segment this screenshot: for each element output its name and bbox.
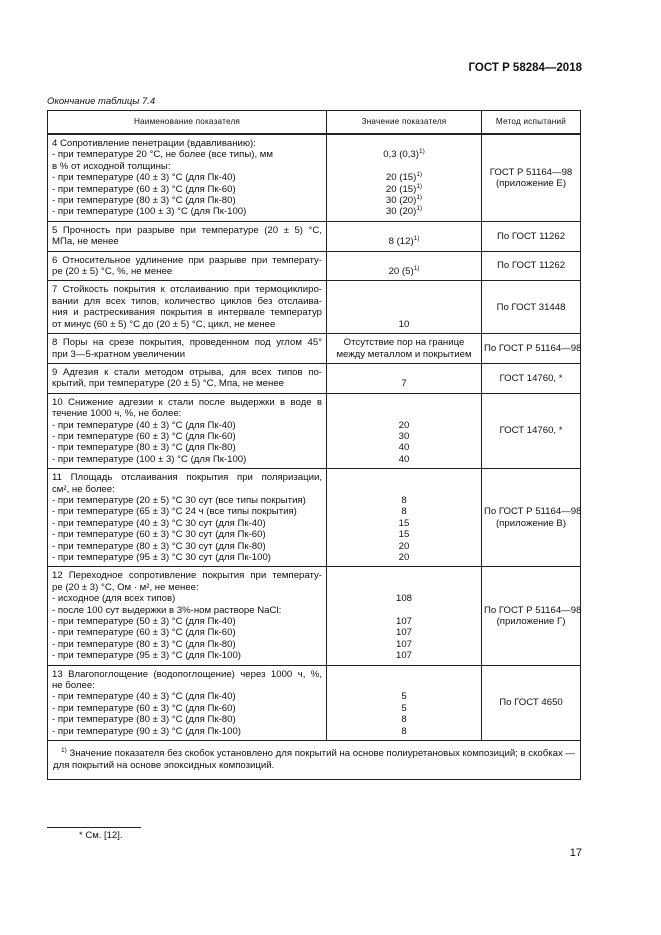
row-name-line: - при температуре (20 ± 5) °С 30 сут (все типы покрытия) — [52, 494, 306, 506]
row-method-line: По ГОСТ 11262 — [496, 260, 566, 272]
row-value-line — [329, 605, 479, 616]
table-row — [48, 469, 581, 567]
page-number: 17 — [569, 847, 582, 859]
row-name-line: - при температуре (60 ± 3) °С (для Пк-60) — [52, 430, 236, 442]
row-name-line: 12 Переходное сопротивление покрытия при температу- — [52, 570, 322, 582]
row-name-line: - при температуре (60 ± 3) °С (для Пк-60) — [52, 627, 236, 639]
row-value-cell — [327, 469, 482, 567]
row-name-line: - при температуре (40 ± 3) °С (для Пк-40) — [52, 172, 236, 184]
table-row — [48, 334, 581, 364]
table-footnote-row — [48, 741, 581, 780]
table-row — [48, 393, 581, 468]
row-value-cell — [327, 134, 482, 221]
footnote-marker: 1) — [413, 235, 420, 243]
row-name-line: - при температуре (100 ± 3) °С (для Пк-100) — [52, 453, 247, 465]
row-name-cell — [48, 665, 327, 740]
row-value-line: 30 $(20)^{1)}$ — [385, 205, 423, 218]
row-method-line: ГОСТ Р 51164—98 — [489, 166, 573, 178]
row-name-line: - при температуре (40 ± 3) °С (для Пк-40) — [52, 419, 236, 431]
row-method-line: По ГОСТ 11262 — [496, 230, 566, 242]
row-value-cell — [327, 665, 482, 740]
row-value-line: 8 — [401, 725, 407, 737]
row-name-line: - при температуре (90 ± 3) °С (для Пк-100) — [52, 725, 241, 737]
row-name-cell — [48, 251, 327, 281]
row-name-cell — [48, 221, 327, 251]
row-value-line: 20 $(15)^{1)}$ — [385, 182, 423, 195]
table-footnote-text: Значение показателя без скобок установлено для покрытий на основе полиуретановых композиций; в скобках — для покрытий на основе эпоксидных композиций. — [53, 748, 576, 772]
footnote-separator — [47, 827, 141, 828]
row-name-line: - при температуре (80 ± 3) °С (для Пк-80) — [52, 638, 236, 650]
row-value-line: 10 — [398, 318, 410, 330]
footnote-marker: 1) — [416, 171, 423, 179]
row-value-line: 7 — [401, 378, 407, 390]
column-header-value: Значение показателя — [327, 111, 482, 135]
document-code: ГОСТ Р 58284—2018 — [468, 62, 582, 74]
row-method-line: По ГОСТ Р 51164—98 — [484, 506, 582, 518]
table-row — [48, 251, 581, 281]
row-name-line: - при температуре (95 ± 3) °С (для Пк-100) — [52, 650, 241, 662]
row-value-line: 30 — [398, 430, 410, 442]
row-method-cell — [482, 281, 581, 334]
row-value-line: Отсутствие пор на границе — [343, 337, 465, 349]
row-method-cell — [482, 363, 581, 393]
row-value-cell — [327, 567, 482, 665]
table-header-row — [48, 111, 581, 135]
table-row — [48, 665, 581, 740]
row-value-line: 8 — [401, 494, 407, 506]
row-name-line: - при температуре (80 ± 3) °С (для Пк-80) — [52, 195, 236, 207]
row-method-line: По ГОСТ Р 51164—98 — [484, 342, 582, 354]
table-row — [48, 363, 581, 393]
table-row — [48, 281, 581, 334]
row-name-cell — [48, 393, 327, 468]
row-value-line: 108 — [395, 593, 412, 605]
row-name-line: ре (20 ± 3) °С, Ом · м², не менее: — [52, 581, 199, 593]
footnote-marker: 1) — [418, 148, 425, 156]
row-method-cell — [482, 469, 581, 567]
row-method-cell — [482, 393, 581, 468]
table-row — [48, 134, 581, 221]
row-name-line: 10 Снижение адгезии к стали после выдержки в воде в — [52, 396, 322, 408]
row-name-line: - после 100 сут выдержки в 3%-ном растворе NaCl: — [52, 604, 282, 616]
row-method-cell — [482, 221, 581, 251]
row-name-line: - исходное (для всех типов) — [52, 593, 176, 605]
row-value-line: 15 — [398, 517, 410, 529]
row-value-line: 8 — [401, 506, 407, 518]
row-name-line: см², не более: — [52, 483, 115, 495]
row-method-cell — [482, 134, 581, 221]
row-name-cell — [48, 567, 327, 665]
row-name-line: 13 Влагопоглощение (водопоглощение) через 1000 ч, %, — [52, 668, 322, 680]
row-method-line: ГОСТ 14760, * — [499, 372, 563, 384]
row-value-line: 20 — [398, 419, 410, 431]
row-name-line: от минус (60 ± 5) °С до (20 ± 5) °С, цикл, не менее — [52, 318, 276, 330]
row-name-line: течение 1000 ч, %, не более: — [52, 408, 182, 420]
row-value-cell — [327, 221, 482, 251]
row-name-line: в % от исходной толщины: — [52, 160, 171, 172]
column-header-method: Метод испытаний — [482, 111, 581, 135]
row-name-line: при 3—5-кратном увеличении — [52, 348, 186, 360]
row-method-line: По ГОСТ 4650 — [499, 697, 563, 709]
row-method-line: ГОСТ 14760, * — [499, 425, 563, 437]
row-value-line: 20 — [398, 540, 410, 552]
row-name-line: 6 Относительное удлинение при разрыве при температу- — [52, 254, 322, 266]
table-row — [48, 567, 581, 665]
row-value-cell — [327, 251, 482, 281]
row-method-line: (приложение Г) — [496, 616, 566, 628]
row-value-line: 8 $(12)^{1)}$ — [388, 235, 420, 248]
row-value-line: 30 $(20)^{1)}$ — [385, 194, 423, 207]
row-name-line: вании для всех типов, количество циклов без отслаива- — [52, 295, 322, 307]
column-header-name: Наименование показателя — [48, 111, 327, 135]
row-value-line: 107 — [395, 627, 412, 639]
row-value-line: 107 — [395, 650, 412, 662]
row-name-line: - при температуре (40 ± 3) °С 30 сут (для Пк-40) — [52, 517, 266, 529]
footnote-marker: 1) — [416, 182, 423, 190]
footnote-marker: 1) — [416, 205, 423, 213]
row-name-line: - при температуре (80 ± 3) °С (для Пк-80) — [52, 714, 236, 726]
row-value-cell — [327, 363, 482, 393]
row-name-line: - при температуре (80 ± 3) °С 30 сут (для Пк-80) — [52, 540, 266, 552]
row-value-line: 0,3 $(0,3)^{1)}$ — [383, 148, 425, 161]
row-name-line: - при температуре (60 ± 3) °С (для Пк-60) — [52, 702, 236, 714]
table-caption: Окончание таблицы 7.4 — [47, 96, 156, 107]
row-name-line: - при температуре (80 ± 3) °С (для Пк-80) — [52, 442, 236, 454]
row-value-line: 5 — [401, 702, 407, 714]
row-value-line: 40 — [398, 442, 410, 454]
row-name-line: 9 Адгезия к стали методом отрыва, для всех типов по- — [52, 366, 322, 378]
row-value-line: между металлом и покрытием — [336, 348, 472, 360]
row-name-cell — [48, 134, 327, 221]
row-name-line: ния и растрескивания покрытия в интервале температур — [52, 307, 322, 319]
row-name-line: 11 Площадь отслаивания покрытия при поляризации, — [52, 472, 322, 484]
table-footnote — [48, 741, 581, 780]
row-name-line: 8 Поры на срезе покрытия, проведенном под углом 45° — [52, 337, 322, 349]
row-value-line: 15 — [398, 529, 410, 541]
row-name-line: 7 Стойкость покрытия к отслаиванию при термоциклиро- — [52, 284, 322, 296]
row-method-cell — [482, 567, 581, 665]
row-value-line: 20 — [398, 552, 410, 563]
row-method-line: (приложение Е) — [495, 177, 567, 189]
row-name-line: - при температуре 20 °С, не более (все типы), мм — [52, 149, 273, 161]
row-name-line: - при температуре (100 ± 3) °С (для Пк-100) — [52, 206, 247, 218]
properties-table — [47, 110, 581, 780]
row-method-line: По ГОСТ Р 51164—98 — [484, 604, 582, 616]
row-name-line: не более: — [52, 680, 95, 692]
row-name-line: 5 Прочность при разрыве при температуре (20 ± 5) °С, — [52, 224, 322, 236]
row-value-line: 107 — [395, 616, 412, 628]
row-name-line: МПа, не менее — [52, 236, 119, 248]
row-value-cell — [327, 334, 482, 364]
row-name-line: - при температуре (65 ± 3) °С 24 ч (все типы покрытия) — [52, 506, 297, 518]
row-name-line: - при температуре (60 ± 3) °С 30 сут (для Пк-60) — [52, 529, 266, 541]
footnote-marker: 1) — [61, 747, 67, 755]
row-name-line: - при температуре (60 ± 3) °С (для Пк-60) — [52, 183, 236, 195]
footnote-marker: 1) — [416, 194, 423, 202]
row-value-line: 5 — [401, 691, 407, 703]
row-method-cell — [482, 334, 581, 364]
page-footnote: * См. [12]. — [79, 830, 123, 841]
row-method-line: (приложение В) — [495, 517, 567, 529]
row-name-line: 4 Сопротивление пенетрации (вдавливанию): — [52, 138, 256, 149]
row-method-cell — [482, 665, 581, 740]
row-name-line: крытий, при температуре (20 ± 5) °С, Мпа, не менее — [52, 378, 284, 390]
row-method-line: По ГОСТ 31448 — [496, 301, 566, 313]
row-name-line: ре (20 ± 5) °С, %, не менее — [52, 266, 173, 278]
row-value-cell — [327, 393, 482, 468]
row-value-line: 107 — [395, 638, 412, 650]
row-value-line: 20 $(15)^{1)}$ — [385, 171, 423, 184]
row-name-line: - при температуре (95 ± 3) °С 30 сут (для Пк-100) — [52, 552, 271, 563]
row-method-cell — [482, 251, 581, 281]
row-name-cell — [48, 363, 327, 393]
row-name-cell — [48, 469, 327, 567]
table-row — [48, 221, 581, 251]
footnote-marker: 1) — [413, 265, 420, 273]
row-name-cell — [48, 281, 327, 334]
row-value-line: 40 — [398, 453, 410, 465]
row-value-line: 8 — [401, 714, 407, 726]
row-name-line: - при температуре (50 ± 3) °С (для Пк-40) — [52, 616, 236, 628]
row-value-line: 20 $(5)^{1)}$ — [388, 265, 420, 278]
row-value-cell — [327, 281, 482, 334]
row-name-line: - при температуре (40 ± 3) °С (для Пк-40) — [52, 691, 236, 703]
row-value-line — [329, 161, 479, 172]
row-name-cell — [48, 334, 327, 364]
